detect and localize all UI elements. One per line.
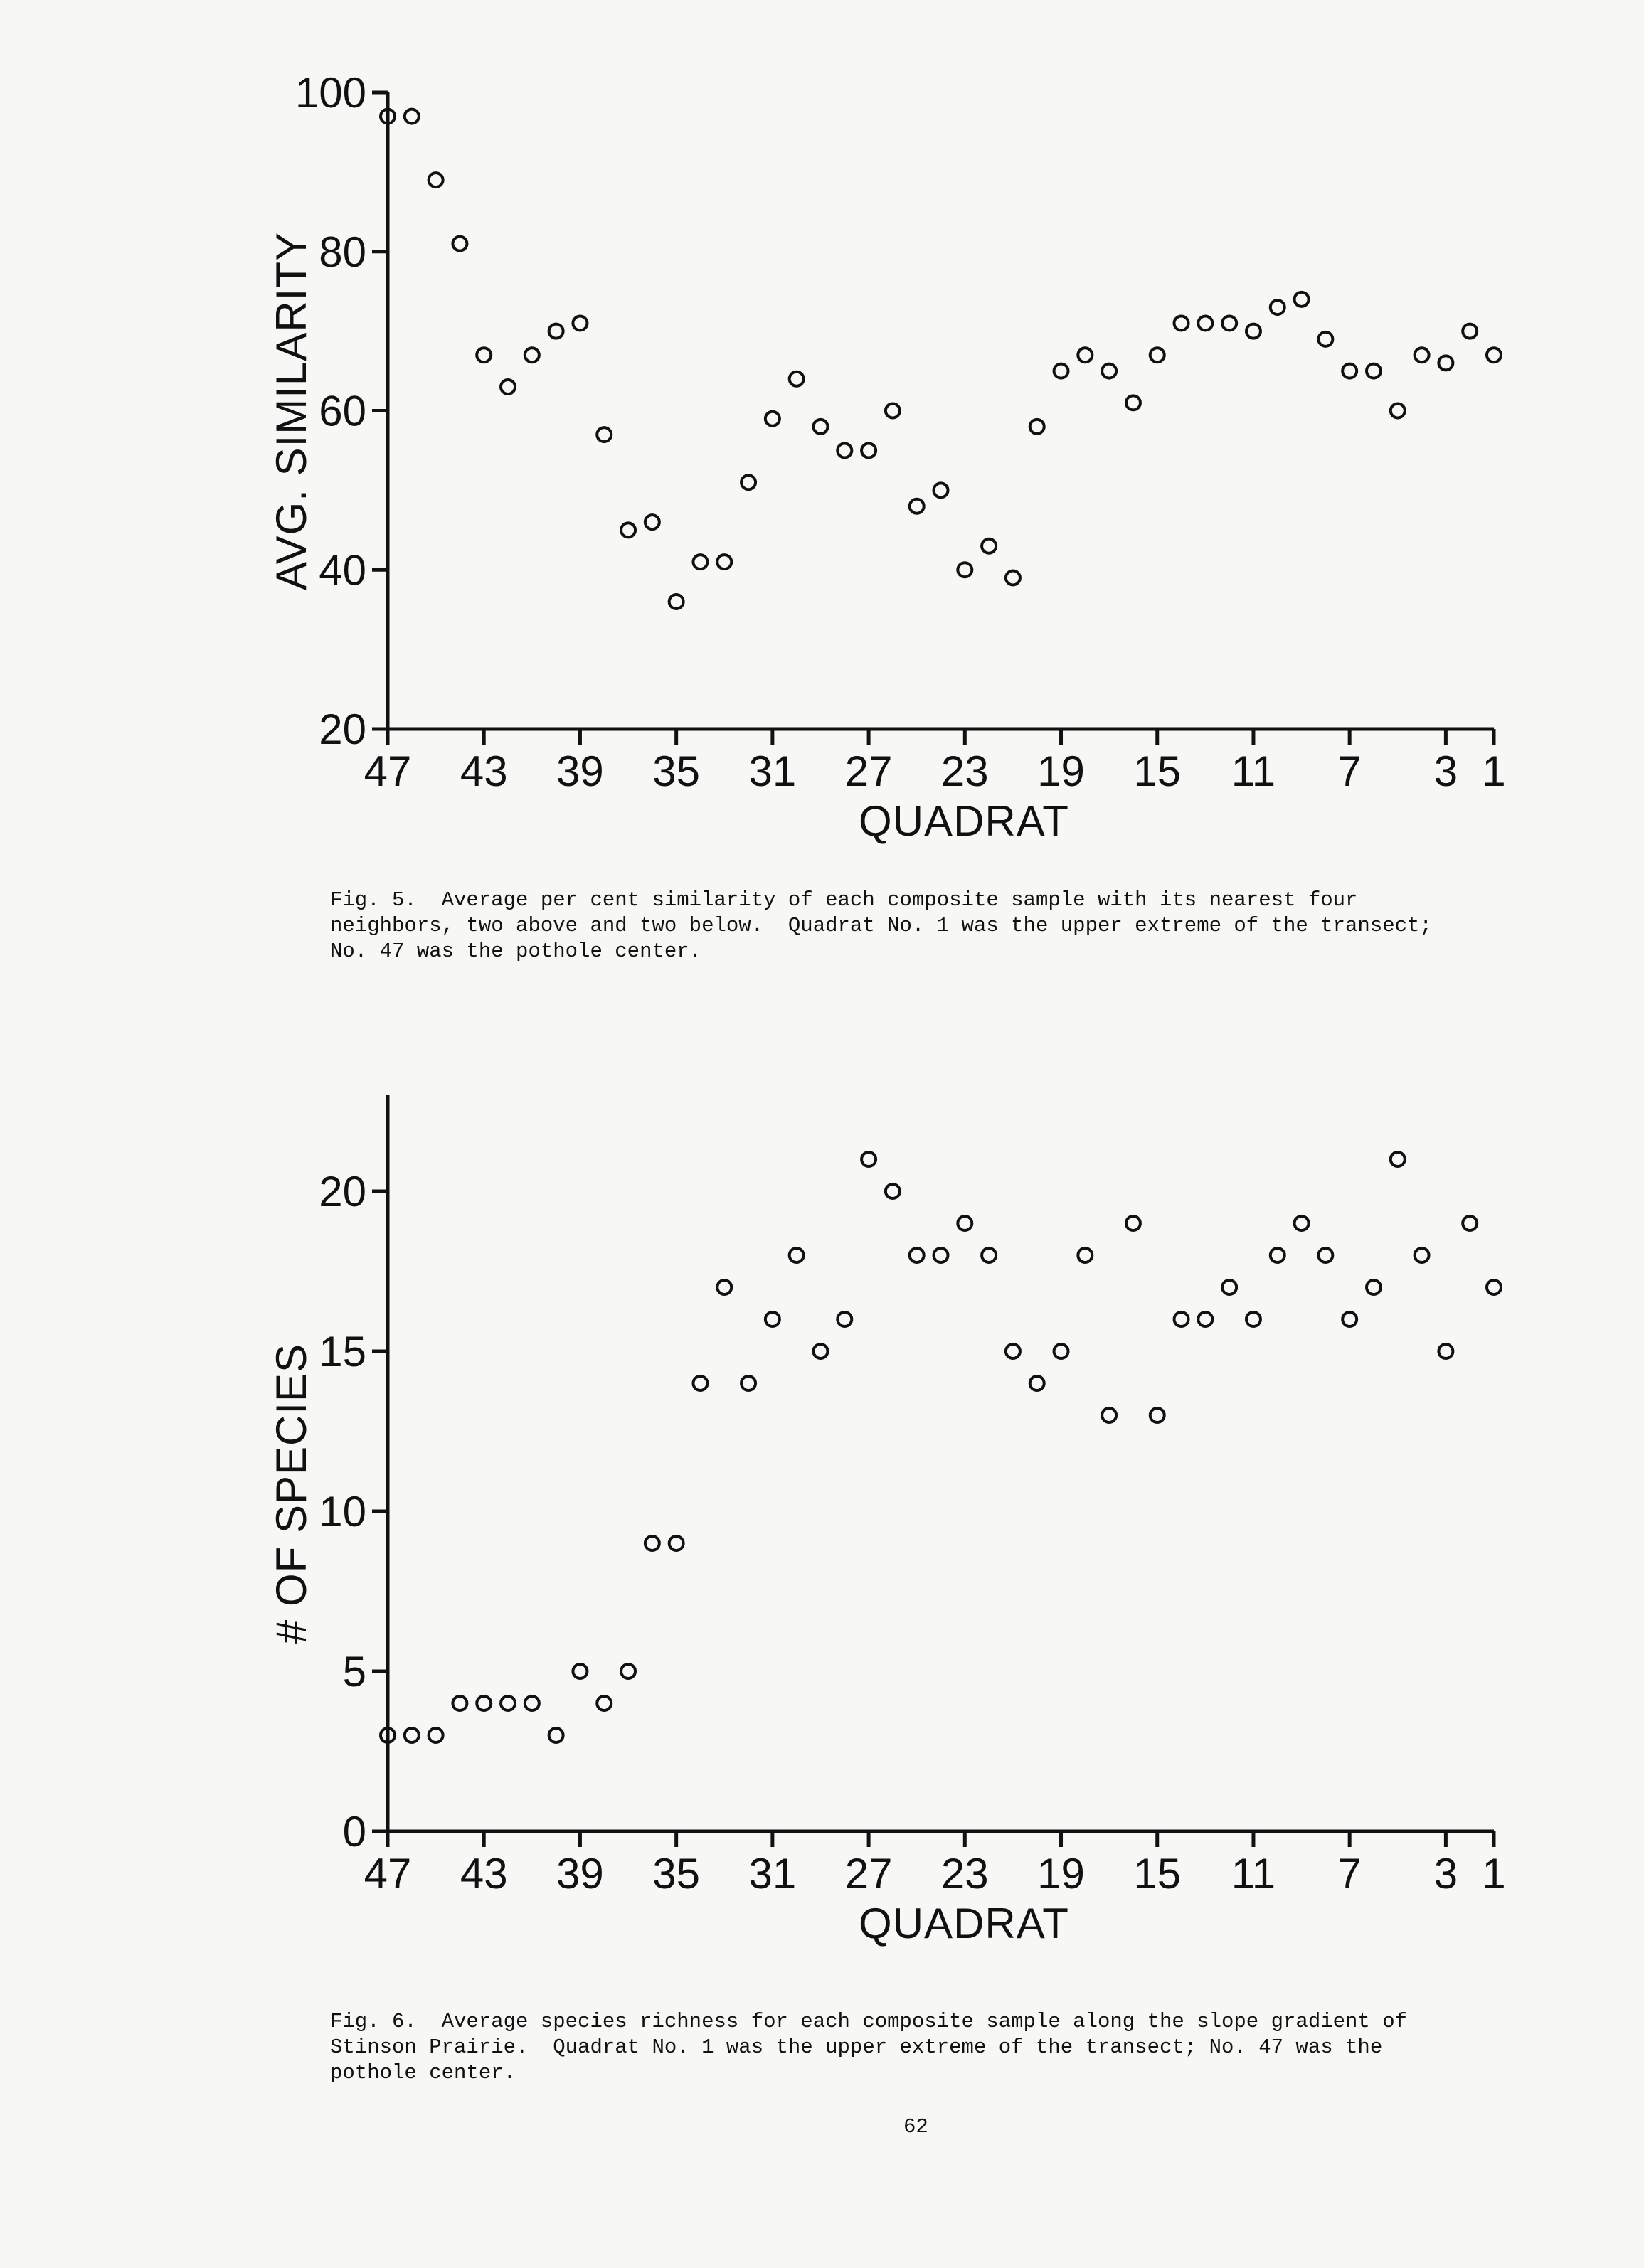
fig6-data-point [1487,1280,1501,1294]
fig5-data-point [861,443,876,457]
fig6-data-point [477,1696,491,1710]
fig6-data-point [1246,1312,1261,1326]
fig6-x-axis-label: QUADRAT [859,1900,1069,1947]
fig5-data-point [1174,316,1189,330]
fig5-y-tick-label: 80 [319,228,366,276]
fig5-data-point [1246,324,1261,339]
fig5-data-point [1078,348,1092,362]
fig5-data-point [573,316,587,330]
fig5-data-point [837,443,852,457]
fig5-data-point [1126,395,1140,410]
fig5-data-point [765,412,780,426]
fig6-data-point [405,1728,419,1742]
fig6-data-point [765,1312,780,1326]
fig5-data-point [934,483,948,497]
fig5-data-point [549,324,563,339]
fig5-data-point [717,555,731,569]
fig5-x-tick-label: 15 [1133,747,1182,795]
fig6-data-point [741,1376,755,1390]
fig6-y-axis-label: # OF SPECIES [267,1343,315,1644]
fig5-data-point [1222,316,1236,330]
fig5-data-point [813,420,827,434]
fig5-data-point [621,523,635,537]
fig5-data-point [597,427,611,442]
fig6-x-tick-label: 19 [1037,1850,1085,1897]
fig5-data-point [1198,316,1212,330]
fig5-data-point [958,563,972,577]
fig6-data-point [790,1248,804,1262]
fig5-data-point [910,499,924,513]
fig5-x-tick-label: 3 [1433,747,1458,795]
fig6-data-point [1174,1312,1189,1326]
fig6-data-point [886,1184,900,1198]
fig5-y-axis-label: AVG. SIMILARITY [267,232,315,590]
fig6-data-point [645,1536,659,1550]
fig6-data-point [1438,1344,1453,1358]
fig6-x-tick-label: 35 [652,1850,701,1897]
fig5-data-point [741,475,755,489]
fig6-data-point [982,1248,996,1262]
fig6-data-point [1463,1216,1477,1230]
fig5-data-point [1318,332,1332,346]
fig5-x-tick-label: 7 [1337,747,1362,795]
fig5-data-point [1463,324,1477,339]
fig5-data-point [452,237,467,251]
fig5-data-point [669,595,684,609]
fig6-data-point [501,1696,515,1710]
fig6-x-tick-label: 15 [1133,1850,1182,1897]
fig6-y-tick-label: 5 [342,1648,366,1695]
fig6-y-tick-label: 15 [319,1328,366,1375]
fig6-data-point [1150,1408,1165,1422]
fig5-data-point [886,404,900,418]
fig5-y-tick-label: 20 [319,706,366,753]
fig5-x-tick-label: 19 [1037,747,1085,795]
fig6-x-tick-label: 11 [1231,1850,1276,1897]
fig5-x-tick-label: 27 [844,747,893,795]
fig5-similarity-chart [0,0,1644,875]
fig6-species-chart [0,1053,1644,1970]
fig5-caption: Fig. 5. Average per cent similarity of each composite sample with its nearest four neighbors, two above and two below. Quadrat No. 1 was the upper extreme of the transect; No. 47 was the pothole center. [330,888,1432,963]
fig6-data-point [429,1728,443,1742]
fig6-data-point [1342,1312,1357,1326]
fig5-data-point [1367,364,1381,378]
page-number: 62 [903,2115,928,2139]
fig6-data-point [1222,1280,1236,1294]
fig6-data-point [717,1280,731,1294]
fig6-y-tick-label: 0 [342,1808,366,1856]
fig5-x-tick-label: 31 [748,747,797,795]
fig5-x-tick-label: 43 [460,747,508,795]
fig6-data-point [1102,1408,1116,1422]
fig6-y-tick-label: 20 [319,1168,366,1215]
fig5-x-axis-label: QUADRAT [859,797,1069,845]
fig6-data-point [452,1696,467,1710]
fig5-data-point [429,173,443,187]
fig5-x-tick-label: 35 [652,747,701,795]
fig6-data-point [1415,1248,1429,1262]
fig5-data-point [1487,348,1501,362]
fig5-y-tick-label: 60 [319,387,366,435]
fig5-data-point [501,380,515,394]
fig6-data-point [1318,1248,1332,1262]
fig6-data-point [549,1728,563,1742]
fig6-data-point [573,1664,587,1678]
fig6-x-tick-label: 47 [364,1850,412,1897]
fig6-data-point [958,1216,972,1230]
fig6-data-point [813,1344,827,1358]
fig5-data-point [1295,292,1309,307]
fig5-data-point [1415,348,1429,362]
fig6-data-point [1054,1344,1068,1358]
fig6-data-point [1295,1216,1309,1230]
fig6-data-point [1126,1216,1140,1230]
fig5-data-point [477,348,491,362]
fig5-x-tick-label: 39 [556,747,604,795]
fig6-data-point [1198,1312,1212,1326]
fig6-axes [388,1095,1494,1831]
fig6-ticks [319,1168,1505,1897]
fig5-points [381,110,1501,609]
fig6-data-point [669,1536,684,1550]
fig5-x-tick-label: 11 [1231,747,1276,795]
fig6-x-tick-label: 31 [748,1850,797,1897]
fig5-ticks [295,69,1506,795]
fig5-y-tick-label: 40 [319,546,366,595]
fig5-data-point [1271,300,1285,314]
fig5-data-point [405,110,419,124]
fig6-data-point [621,1664,635,1678]
fig5-x-tick-label: 23 [940,747,989,795]
fig6-caption: Fig. 6. Average species richness for each composite sample along the slope gradient of Stinson Prairie. Quadrat No. 1 was the upper extreme of the transect; No. 47 was the pothole center. [330,2010,1408,2085]
fig5-data-point [1150,348,1165,362]
fig6-x-tick-label: 27 [844,1850,893,1897]
fig6-x-tick-label: 7 [1337,1850,1362,1897]
fig6-data-point [1367,1280,1381,1294]
fig5-data-point [982,539,996,553]
fig5-y-tick-label: 100 [295,69,366,117]
fig5-x-tick-label: 1 [1482,747,1506,795]
fig6-data-point [1391,1152,1405,1166]
fig5-data-point [1006,570,1020,585]
fig5-axes [388,92,1494,729]
fig5-data-point [1102,364,1116,378]
fig5-data-point [1391,404,1405,418]
fig5-data-point [1054,364,1068,378]
fig6-x-tick-label: 39 [556,1850,604,1897]
fig6-data-point [934,1248,948,1262]
fig6-data-point [837,1312,852,1326]
fig6-data-point [1078,1248,1092,1262]
fig6-data-point [1006,1344,1020,1358]
fig6-data-point [1030,1376,1044,1390]
fig6-data-point [525,1696,539,1710]
fig5-x-tick-label: 47 [364,747,412,795]
fig6-x-tick-label: 1 [1482,1850,1506,1897]
fig5-data-point [525,348,539,362]
fig6-x-tick-label: 43 [460,1850,508,1897]
fig6-data-point [597,1696,611,1710]
fig6-data-point [1271,1248,1285,1262]
fig6-data-point [910,1248,924,1262]
fig5-data-point [645,515,659,529]
fig5-data-point [693,555,707,569]
fig6-data-point [861,1152,876,1166]
fig5-data-point [1030,420,1044,434]
fig5-data-point [790,372,804,386]
fig6-y-tick-label: 10 [319,1488,366,1535]
fig6-data-point [693,1376,707,1390]
fig6-x-tick-label: 23 [940,1850,989,1897]
fig6-points [381,1152,1501,1742]
fig5-data-point [1342,364,1357,378]
fig6-x-tick-label: 3 [1433,1850,1458,1897]
fig5-data-point [1438,356,1453,370]
